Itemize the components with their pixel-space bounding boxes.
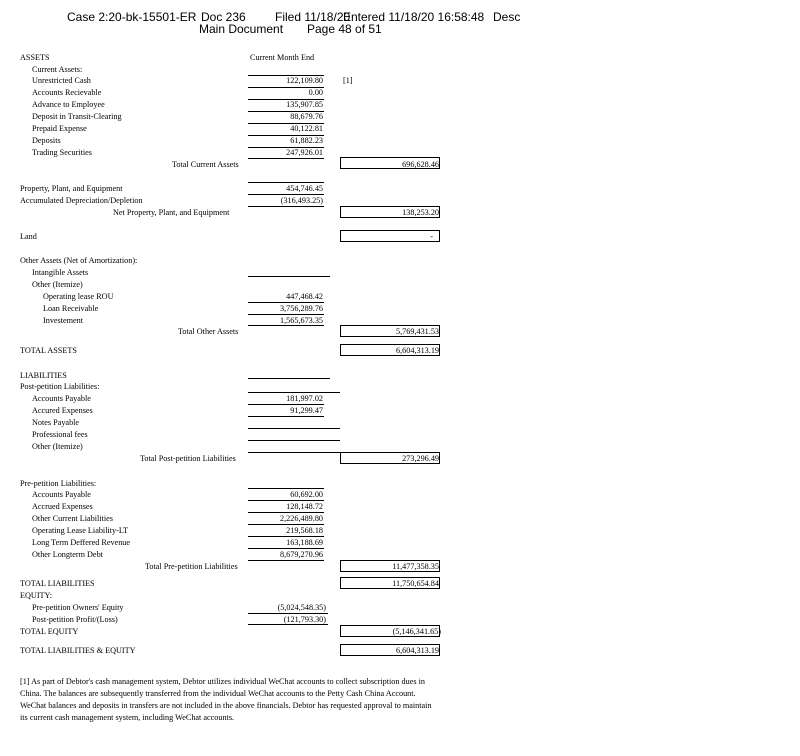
equity-title: EQUITY:: [20, 591, 52, 600]
rule: [248, 158, 324, 159]
line-item-label: Other Current Liabilities: [32, 514, 113, 523]
total-le-value: 6,604,313.19: [396, 646, 439, 655]
rule: [248, 560, 324, 561]
intangible-assets-label: Intangible Assets: [32, 268, 89, 277]
total-pre-petition-value: 11,477,358.35: [392, 562, 439, 571]
rule: [248, 378, 330, 379]
rule: [248, 500, 324, 501]
line-item-value: 181,997.02: [286, 394, 323, 403]
rule: [248, 276, 330, 277]
total-equity-value: (5,146,341.65): [392, 627, 441, 636]
rule: [248, 440, 340, 441]
pre-petition-label: Pre-petition Liabilities:: [20, 479, 97, 488]
line-item-value: 61,882.23: [290, 136, 323, 145]
line-item-value: 8,679,270.96: [280, 550, 323, 559]
ppe-value: 454,746.45: [286, 184, 323, 193]
rule: [248, 182, 324, 183]
line-item-label: Deposits: [32, 136, 61, 145]
rule: [248, 392, 340, 393]
case-number: Case 2:20-bk-15501-ER: [67, 10, 197, 24]
net-ppe-label: Net Property, Plant, and Equipment: [113, 208, 230, 217]
accum-dep-value: (316,493.25): [280, 196, 323, 205]
rule: [248, 524, 324, 525]
total-post-petition-label: Total Post-petition Liabilities: [140, 454, 236, 463]
main-document-label: Main Document: [199, 22, 284, 36]
line-item-label: Long Term Deffered Revenue: [32, 538, 131, 547]
liabilities-title: LIABILITIES: [20, 371, 67, 380]
rule: [248, 194, 324, 195]
rule: [248, 613, 328, 614]
filed-date: Filed 11/18/20: [275, 10, 351, 24]
line-item-label: Operating Lease Liability-LT: [32, 526, 129, 535]
total-liabilities-value: 11,750,654.84: [392, 579, 439, 588]
line-item-label: Accured Expenses: [32, 406, 93, 415]
rule: [248, 325, 324, 326]
other-itemize-label: Other (Itemize): [32, 280, 83, 289]
line-item-label: Post-petition Profit/(Loss): [32, 615, 118, 624]
rule: [248, 512, 324, 513]
rule: [248, 624, 328, 625]
line-item-label: Trading Securities: [32, 148, 92, 157]
line-item-value: 219,568.18: [286, 526, 323, 535]
line-item-value: 0.00: [308, 88, 323, 97]
line-item-label: Other (Itemize): [32, 442, 83, 451]
line-item-value: 247,926.01: [286, 148, 323, 157]
footnote-marker: [1]: [343, 76, 353, 85]
total-other-assets-label: Total Other Assets: [178, 327, 239, 336]
line-item-value: 122,109.80: [286, 76, 323, 85]
line-item-value: 3,756,289.76: [280, 304, 323, 313]
current-assets-label: Current Assets:: [32, 65, 83, 74]
total-le-label: TOTAL LIABILITIES & EQUITY: [20, 646, 136, 655]
doc-number: Doc 236: [201, 10, 246, 24]
total-current-assets-value: 696,628.46: [402, 160, 439, 169]
post-petition-label: Post-petition Liabilities:: [20, 382, 100, 391]
total-current-assets-label: Total Current Assets: [172, 160, 239, 169]
rule: [248, 302, 324, 303]
line-item-label: Advance to Employee: [32, 100, 105, 109]
line-item-value: 135,907.85: [286, 100, 323, 109]
line-item-label: Accounts Payable: [32, 490, 91, 499]
rule: [248, 314, 324, 315]
total-equity-label: TOTAL EQUITY: [20, 627, 79, 636]
rule: [248, 404, 324, 405]
line-item-label: Investement: [43, 316, 84, 325]
column-header: Current Month End: [250, 53, 315, 62]
accum-dep-label: Accumulated Depreciation/Depletion: [20, 196, 143, 205]
ppe-label: Property, Plant, and Equipment: [20, 184, 123, 193]
assets-title: ASSETS: [20, 53, 50, 62]
line-item-value: 447,468.42: [286, 292, 323, 301]
rule: [248, 536, 324, 537]
desc-label: Desc: [493, 10, 521, 24]
total-pre-petition-label: Total Pre-petition Liabilities: [145, 562, 238, 571]
line-item-value: 1,565,673.35: [280, 316, 323, 325]
line-item-value: 163,188.69: [286, 538, 323, 547]
line-item-label: Professional fees: [32, 430, 88, 439]
line-item-value: (121,793.30): [283, 615, 326, 624]
rule: [248, 416, 324, 417]
line-item-label: Unrestricted Cash: [32, 76, 91, 85]
total-liabilities-label: TOTAL LIABILITIES: [20, 579, 95, 588]
line-item-value: 60,692.00: [290, 490, 323, 499]
line-item-value: (5,024,548.35): [277, 603, 326, 612]
footnote: [1] As part of Debtor's cash management system, Debtor utilizes individual WeChat accounts to collect subscription dues in China. The balances are subsequently transferred from the individual WeChat accounts to the Petty Cash China Account. WeChat balances and deposits in transfers are not included in the above financials. Debtor has requested approval to maintain its current cash management system, including WeChat accounts.: [20, 677, 432, 722]
line-item-label: Accounts Payable: [32, 394, 91, 403]
total-other-assets-value: 5,769,431.53: [396, 327, 439, 336]
line-item-value: 40,122.81: [290, 124, 323, 133]
line-item-label: Other Longterm Debt: [32, 550, 103, 559]
rule: [248, 452, 340, 453]
line-item-label: Accounts Recievable: [32, 88, 102, 97]
rule: [248, 488, 324, 489]
line-item-value: 128,148.72: [286, 502, 323, 511]
line-item-label: Notes Payable: [32, 418, 80, 427]
entered-date: Entered 11/18/20 16:58:48: [343, 10, 485, 24]
line-item-value: 2,226,489.80: [280, 514, 323, 523]
net-ppe-value: 138,253.20: [402, 208, 439, 217]
line-item-value: 88,679.76: [290, 112, 323, 121]
line-item-label: Operating lease ROU: [43, 292, 114, 301]
line-item-label: Prepaid Expense: [32, 124, 87, 133]
line-item-value: 91,299.47: [290, 406, 323, 415]
line-item-label: Deposit in Transit-Clearing: [32, 112, 122, 121]
line-item-label: Loan Receivable: [43, 304, 99, 313]
rule: [248, 428, 340, 429]
other-assets-label: Other Assets (Net of Amortization):: [20, 256, 138, 265]
line-item-label: Pre-petition Owners' Equity: [32, 603, 124, 612]
total-post-petition-value: 273,296.49: [402, 454, 439, 463]
rule: [248, 206, 324, 207]
total-assets-value: 6,604,313.19: [396, 346, 439, 355]
land-label: Land: [20, 232, 37, 241]
line-item-label: Accrued Expenses: [32, 502, 93, 511]
total-assets-label: TOTAL ASSETS: [20, 346, 77, 355]
page-number: Page 48 of 51: [307, 22, 382, 36]
rule: [248, 548, 324, 549]
land-value: -: [430, 232, 433, 241]
